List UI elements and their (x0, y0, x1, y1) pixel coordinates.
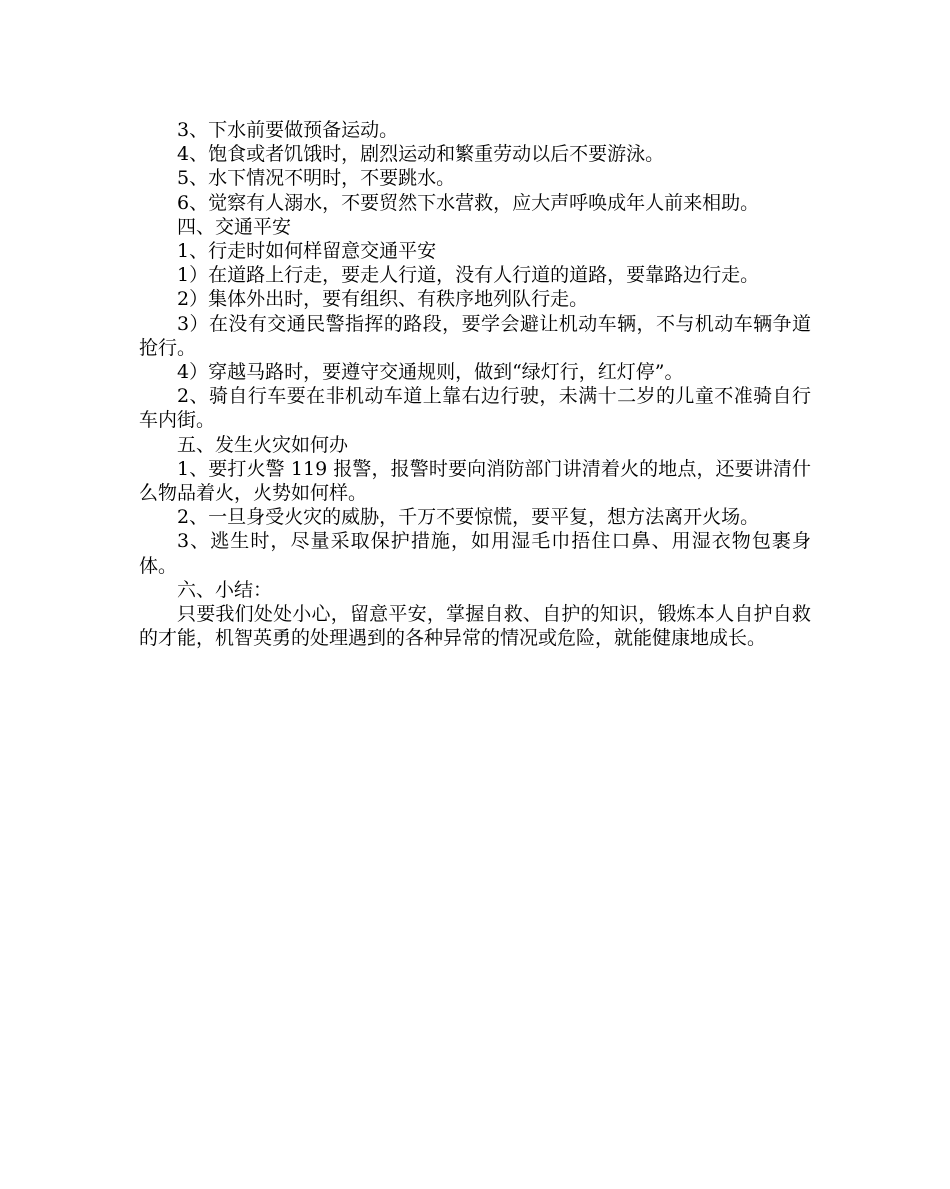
paragraph-swim-4: 4、饱食或者饥饿时，剧烈运动和繁重劳动以后不要游泳。 (177, 143, 665, 166)
paragraph-cycling: 2、骑自行车要在非机动车道上靠右边行驶，未满十二岁的儿童不准骑自行车内街。 (139, 385, 811, 432)
paragraph-fire-3: 3、逃生时，尽量采取保护措施，如用湿毛巾捂住口鼻、用湿衣物包裹身体。 (139, 530, 811, 577)
paragraph-walking-3: 3）在没有交通民警指挥的路段，要学会避让机动车辆，不与机动车辆争道抢行。 (139, 312, 811, 359)
subheading-walking: 1、行走时如何样留意交通平安 (177, 240, 437, 263)
paragraph-summary: 只要我们处处小心，留意平安，掌握自救、自护的知识，锻炼本人自护自救的才能，机智英勇的处理遇到的各种异常的情况或危险，就能健康地成长。 (139, 603, 811, 650)
paragraph-swim-6: 6、觉察有人溺水，不要贸然下水营救，应大声呼唤成年人前来相助。 (177, 191, 760, 214)
paragraph-walking-2: 2）集体外出时，要有组织、有秩序地列队行走。 (177, 288, 589, 311)
section-heading-summary: 六、小结： (177, 578, 273, 601)
section-heading-traffic: 四、交通平安 (177, 215, 292, 238)
paragraph-swim-5: 5、水下情况不明时，不要跳水。 (177, 167, 456, 190)
section-heading-fire: 五、发生火灾如何办 (177, 433, 349, 456)
document-body (139, 118, 811, 650)
paragraph-fire-1: 1、要打火警 119 报警，报警时要向消防部门讲清着火的地点，还要讲清什么物品着火，火势如何样。 (139, 457, 811, 505)
paragraph-fire-2: 2、一旦身受火灾的威胁，千万不要惊慌，要平复，想方法离开火场。 (177, 506, 760, 529)
paragraph-walking-1: 1）在道路上行走，要走人行道，没有人行道的道路，要靠路边行走。 (177, 264, 760, 287)
paragraph-walking-4: 4）穿越马路时，要遵守交通规则，做到“绿灯行，红灯停”。 (177, 361, 684, 384)
paragraph-swim-3: 3、下水前要做预备运动。 (177, 119, 399, 141)
